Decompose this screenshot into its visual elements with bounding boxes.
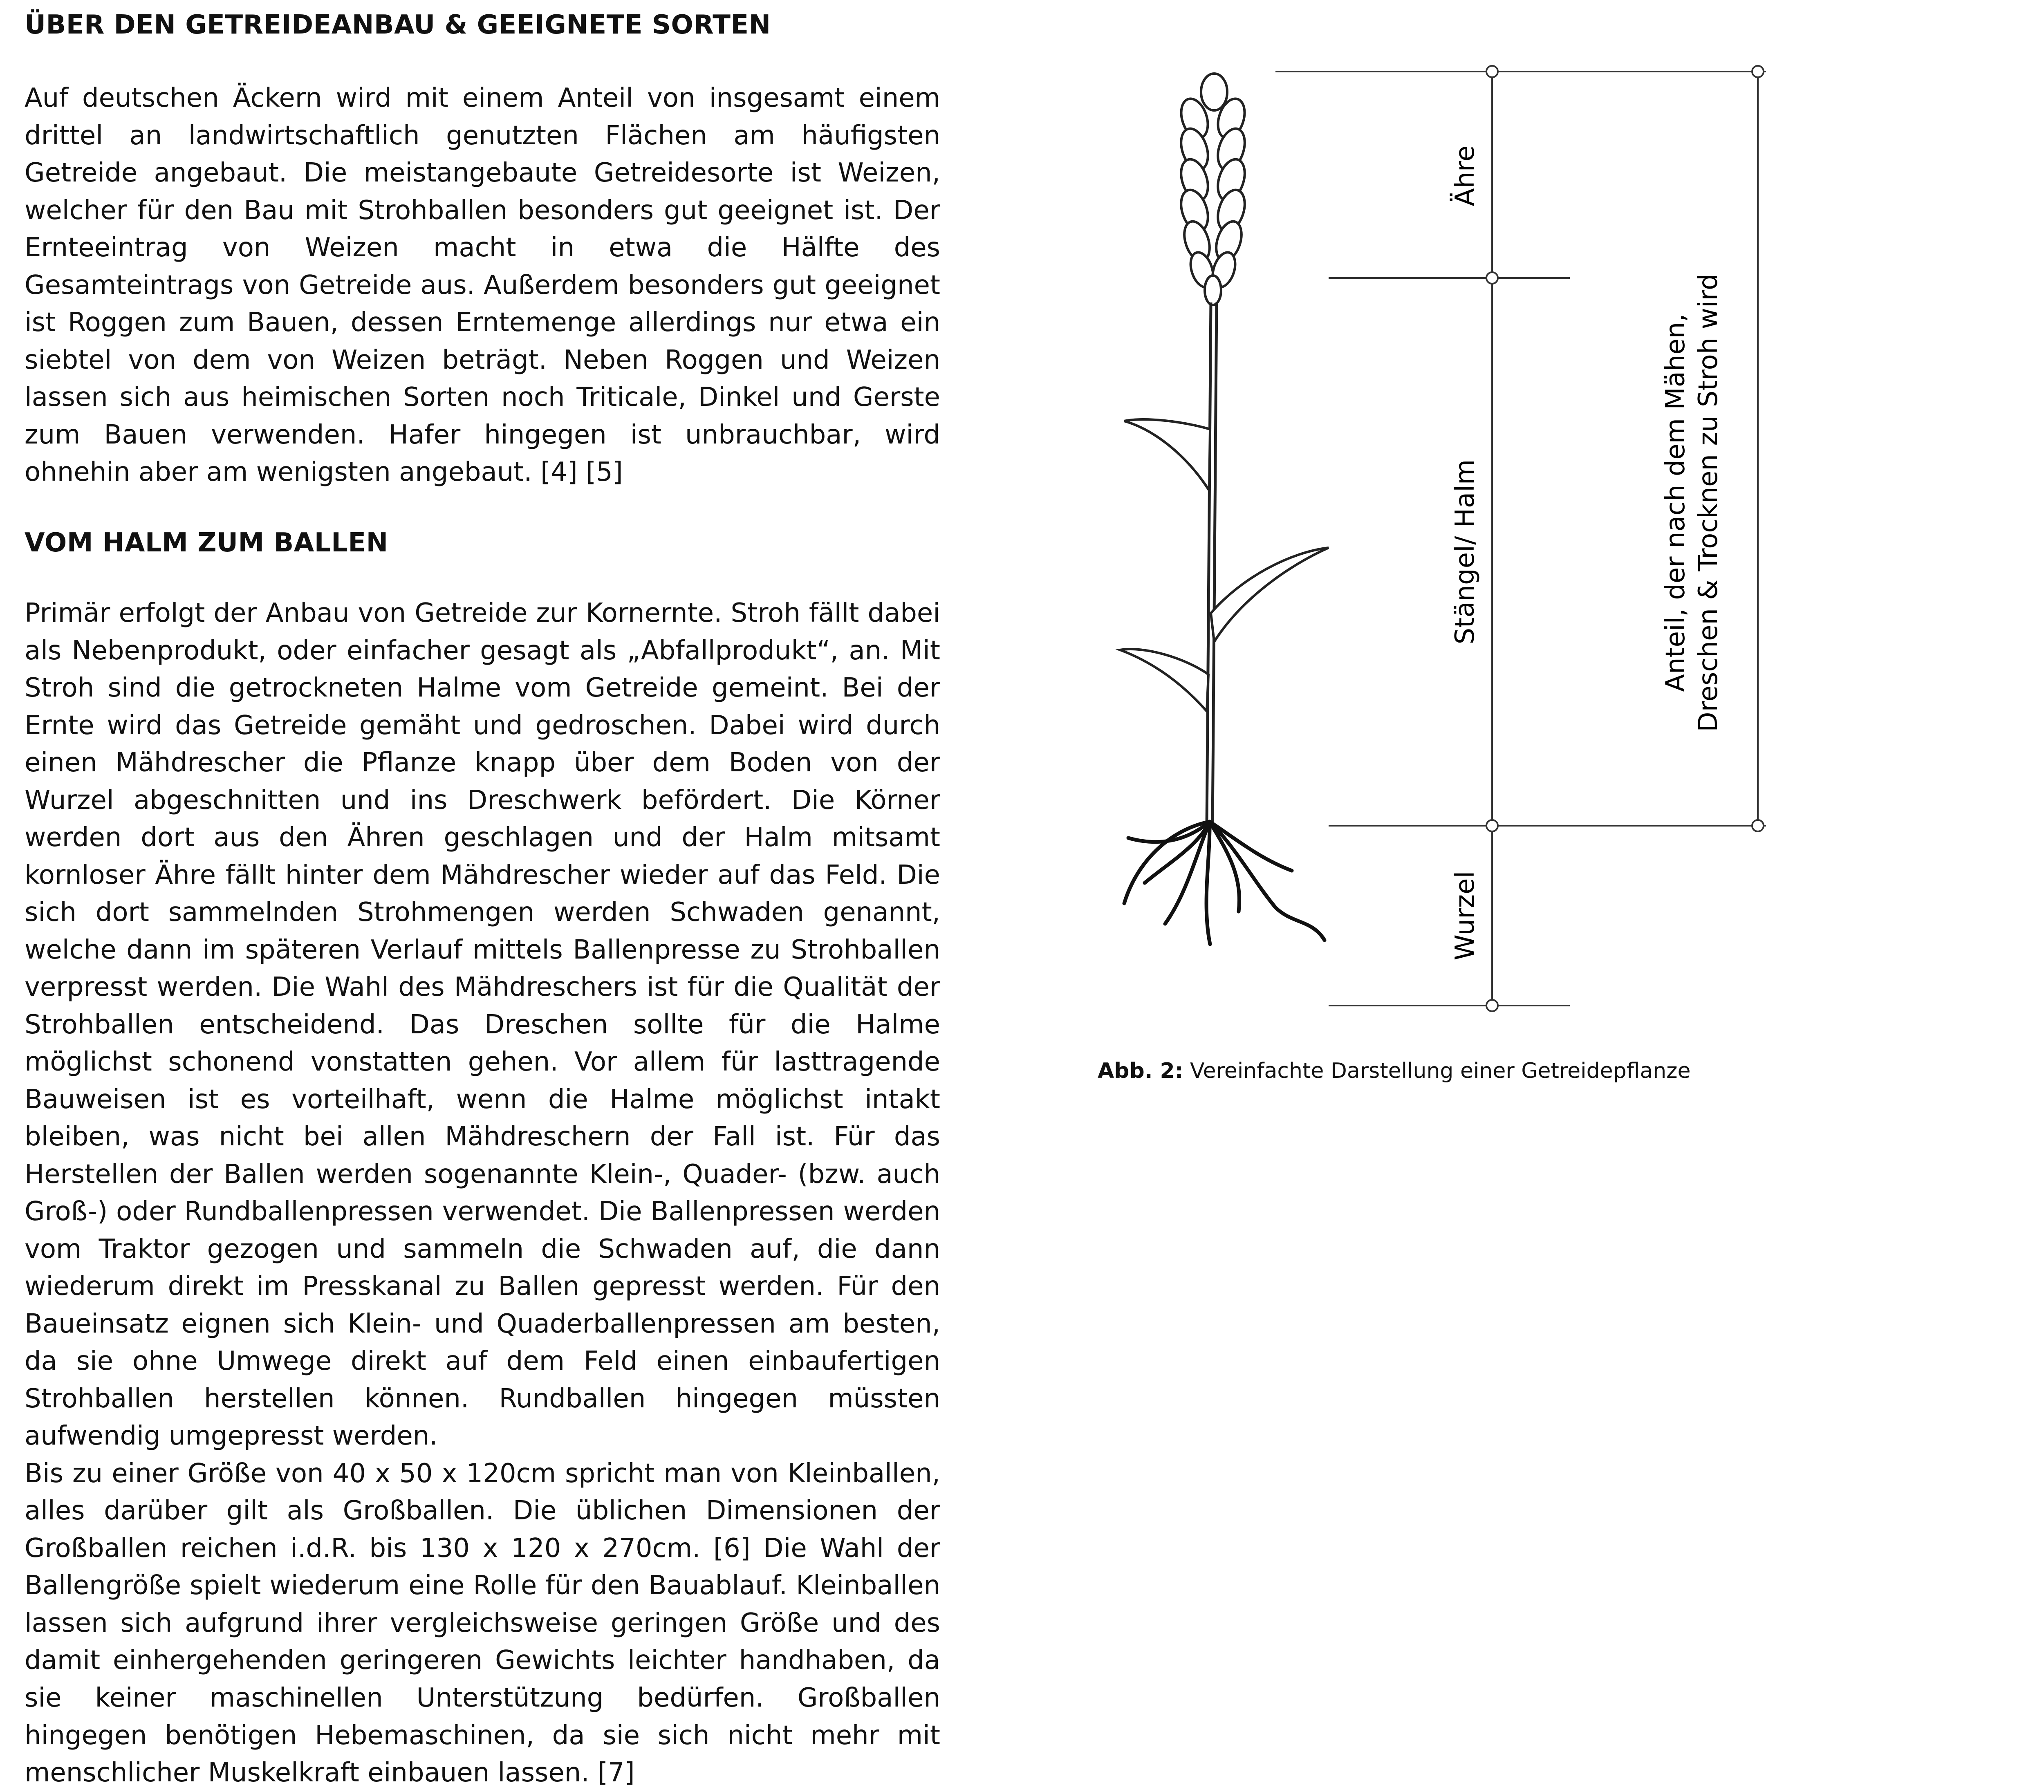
heading-halm-zum-ballen: VOM HALM ZUM BALLEN [25, 527, 388, 558]
label-root: Wurzel [1450, 871, 1480, 961]
paragraph-ballengroesse: Bis zu einer Größe von 40 x 50 x 120cm spricht man von Kleinballen, alles darüber gilt als Großballen. Die üblichen Dimensionen der Großballen reichen i.d.R. bis 130 x 120 x 270cm. [6] Die Wahl der Ballengröße spielt wiederum eine Rolle für den Bauablauf. Kleinballen lassen sich aufgrund ihrer vergleichsweise geringen Größe und des damit einhergehenden geringeren Gewichts leichter handhaben, da sie keiner maschinellen Unterstützung bedürfen. Großballen hingegen benötigen Hebemaschinen, da sie sich nicht mehr mit menschlicher Muskelkraft einbauen lassen. [7] [25, 1458, 940, 1788]
label-ear: Ähre [1450, 145, 1480, 206]
stem-icon [1207, 302, 1217, 826]
roots-icon [1124, 822, 1325, 944]
paragraph-halm-zum-ballen: Primär erfolgt der Anbau von Getreide zur Kornernte. Stroh fällt dabei als Nebenprodukt, oder einfacher gesagt als „Abfallprodukt“, an. Mit Stroh sind die getrockneten Halme vom Getreide gemeint. Bei der Ernte wird das Getreide gemäht und gedroschen. Dabei wird durch einen Mähdrescher die Pflanze knapp über dem Boden von der Wurzel abgeschnitten und ins Dreschwerk befördert. Die Körner werden dort aus den Ähren geschlagen und der Halm mitsamt kornloser Ähre fällt hinter dem Mähdrescher wieder auf das Feld. Die sich dort sammelnden Strohmengen werden Schwaden genannt, welche dann im späteren Verlauf mittels Ballenpresse zu Strohballen verpresst werden. Die Wahl des Mähdreschers ist für die Qualität der Strohballen entscheidend. Das Dreschen sollte für die Halme möglichst schonend vonstatten gehen. Vor allem für lasttragende Bauweisen ist es vorteilhaft, wenn die Halme möglichst intakt bleiben, was nicht bei allen Mähdreschern der Fall ist. Für das Herstellen der Ballen werden sogenannte Klein-, Quader- (bzw. auch Groß-) oder Rundballenpressen verwendet. Die Ballenpressen werden vom Traktor gezogen und sammeln die Schwaden auf, die dann wiederum direkt im Presskanal zu Ballen gepresst werden. Für den Baueinsatz eignen sich Klein- und Quaderballenpressen am besten, da sie ohne Umwege direkt auf dem Feld einen einbaufertigen Strohballen herstellen können. Rundballen hingegen müssten aufwendig umgepresst werden. [25, 598, 940, 1452]
heading-getreideanbau: ÜBER DEN GETREIDEANBAU & GEEIGNETE SORTEN [25, 10, 771, 40]
figure-2-caption-prefix: Abb. 2: [1098, 1059, 1183, 1083]
label-straw-line1: Anteil, der nach dem Mähen, [1661, 314, 1691, 692]
label-stem: Stängel/ Halm [1450, 459, 1480, 645]
dimension-lines [1275, 66, 1766, 1011]
figure-2-caption [1098, 1059, 1690, 1083]
article-column [25, 8, 940, 1792]
plant-diagram [1063, 61, 1778, 1022]
label-straw-line2: Dreschen & Trocknen zu Stroh wird [1693, 273, 1724, 732]
paragraph-getreideanbau: Auf deutschen Äckern wird mit einem Anteil von insgesamt einem drittel an landwirtschaftlich genutzten Flächen am häufigsten Getreide angebaut. Die meistangebaute Getreidesorte ist Weizen, welcher für den Bau mit Strohballen besonders gut geeignet ist. Der Ernteeintrag von Weizen macht in etwa die Hälfte des Gesamteintrags von Getreide aus. Außerdem besonders gut geeignet ist Roggen zum Bauen, dessen Erntemenge allerdings nur etwa ein siebtel von dem von Weizen beträgt. Neben Roggen und Weizen lassen sich aus heimischen Sorten noch Triticale, Dinkel und Gerste zum Bauen verwenden. Hafer hingegen ist unbrauchbar, wird ohnehin aber am wenigsten angebaut. [4] [5] [25, 83, 940, 488]
figure-2-caption-text: Vereinfachte Darstellung einer Getreidepflanze [1183, 1059, 1691, 1083]
wheat-ear-icon [1176, 74, 1249, 305]
leaf-icon [1120, 419, 1329, 711]
